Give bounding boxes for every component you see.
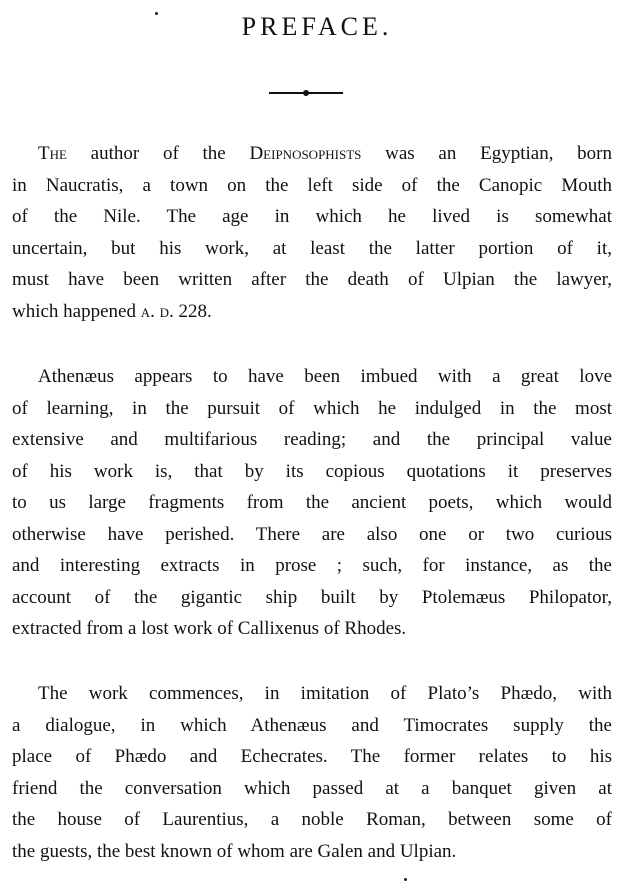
text-line: place of Phædo and Echecrates. The former relates to his (12, 746, 612, 767)
text-line: of the Nile. The age in which he lived is somewhat (12, 206, 612, 227)
ornament-dot (303, 90, 309, 96)
paragraph-1 (12, 138, 612, 327)
text-line: the guests, the best known of whom are Galen and Ulpian. (12, 840, 457, 862)
text-line: must have been written after the death of Ulpian the lawyer, (12, 269, 612, 290)
text-fragment: 228. (173, 300, 212, 322)
print-speck (404, 878, 407, 881)
text-fragment: which happened (12, 300, 141, 322)
paragraph-2 (12, 361, 612, 645)
text-line: the house of Laurentius, a noble Roman, between some of (12, 809, 612, 830)
small-caps-word: The (38, 143, 67, 164)
book-title-small-caps: Deipnosophists (249, 143, 362, 164)
date-small-caps: a. d. (140, 300, 174, 322)
page-title: PREFACE. (241, 12, 393, 41)
text-line: extracted from a lost work of Callixenus of Rhodes. (12, 618, 407, 639)
text-line: a dialogue, in which Athenæus and Timocrates supply the (12, 714, 612, 736)
text-fragment: author of the (66, 143, 250, 164)
text-line: to us large fragments from the ancient poets, which would (12, 492, 612, 513)
text-line: uncertain, but his work, at least the latter portion of it, (12, 237, 612, 259)
text-line (12, 138, 612, 170)
text-line (12, 296, 612, 328)
print-speck (155, 12, 158, 15)
text-line: otherwise have perished. There are also one or two curious (12, 523, 612, 545)
text-line: in Naucratis, a town on the left side of the Canopic Mouth (12, 174, 612, 196)
text-fragment: was an Egyptian, born (361, 143, 613, 164)
text-line: of his work is, that by its copious quotations it preserves (12, 460, 612, 482)
text-line: The work commences, in imitation of Plato’s Phædo, with (38, 683, 612, 704)
text-line: and interesting extracts in prose ; such, for instance, as the (12, 555, 612, 576)
text-line: extensive and multifarious reading; and the principal value (12, 429, 612, 450)
text-line: account of the gigantic ship built by Ptolemæus Philopator, (12, 586, 612, 608)
text-line: Athenæus appears to have been imbued with a great love (38, 366, 612, 387)
title-ornament-rule (269, 90, 343, 96)
text-line: friend the conversation which passed at a banquet given at (12, 777, 612, 799)
paragraph-3 (12, 678, 612, 867)
text-line: of learning, in the pursuit of which he indulged in the most (12, 397, 612, 419)
